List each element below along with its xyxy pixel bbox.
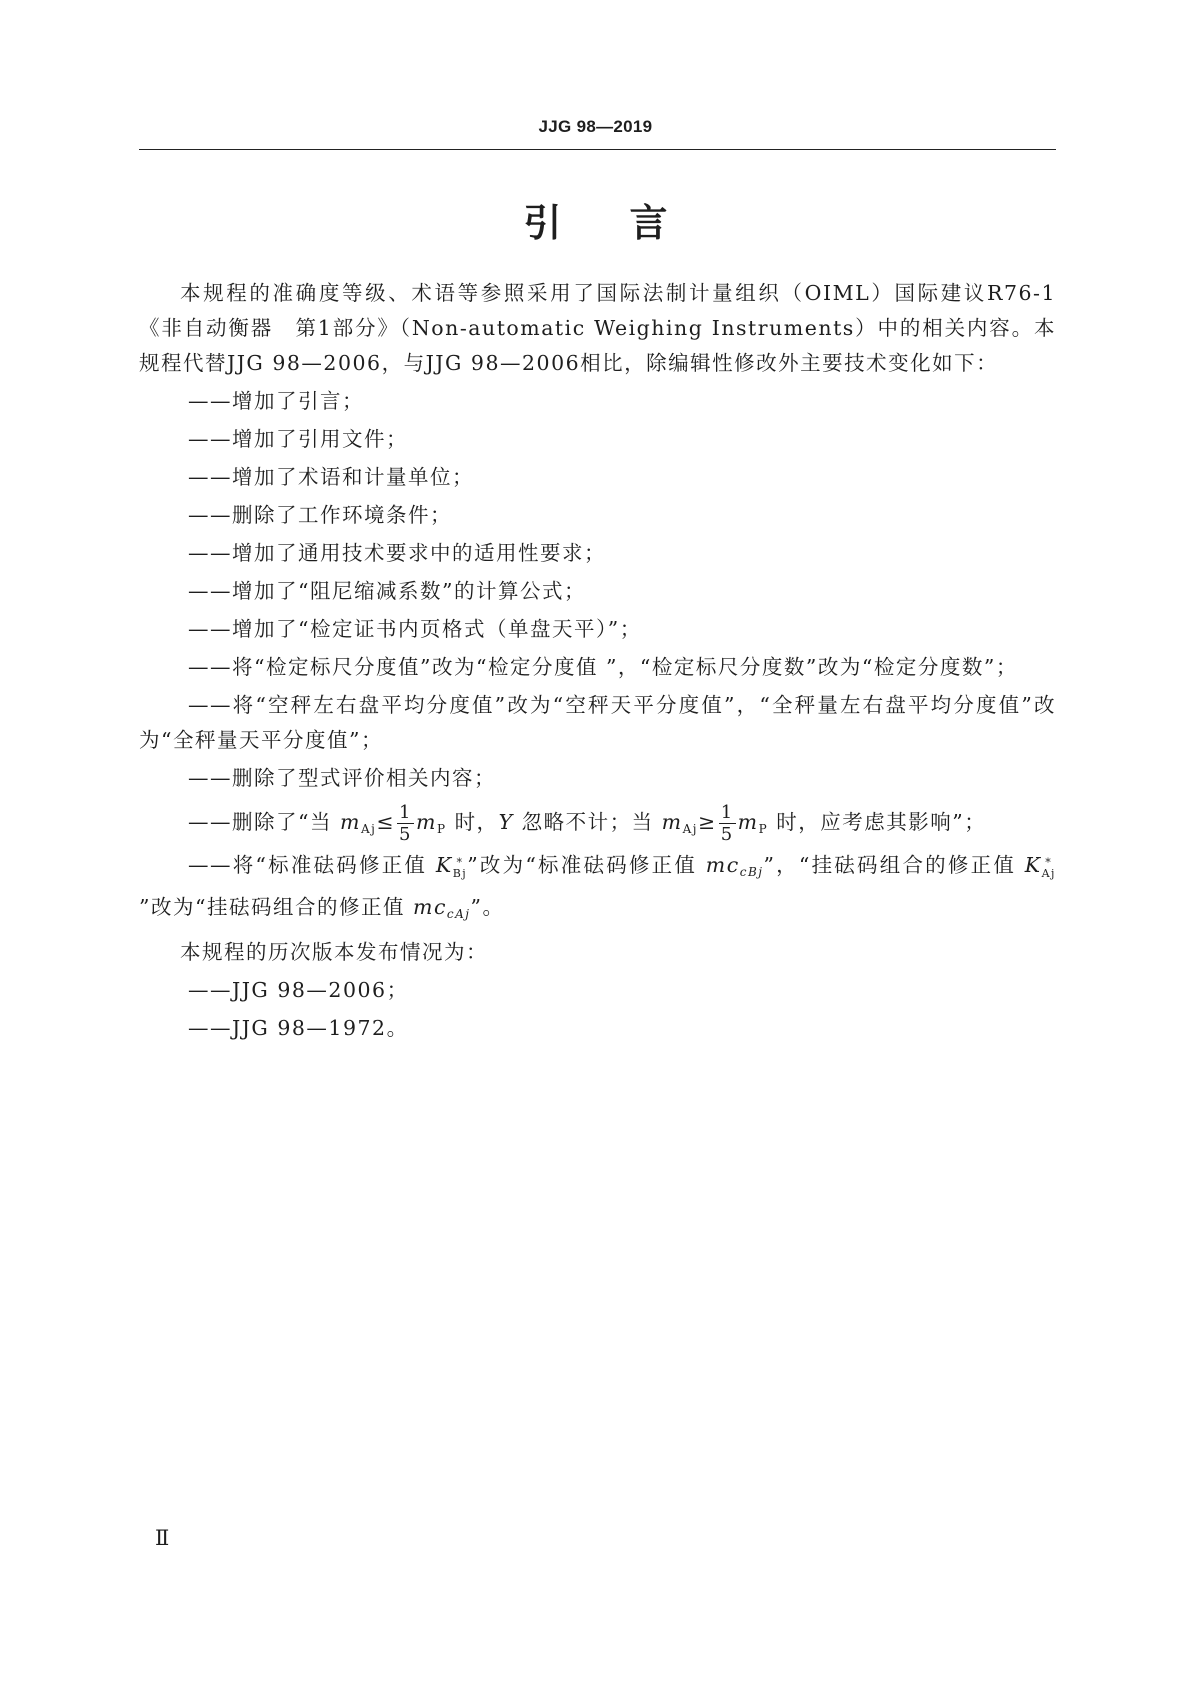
history-heading: 本规程的历次版本发布情况为： bbox=[180, 940, 488, 964]
change-item: ——增加了“阻尼缩减系数”的计算公式； bbox=[188, 579, 586, 603]
intro-body bbox=[139, 276, 1056, 1046]
formula-text: 时， bbox=[454, 810, 499, 834]
formula-superscript-subscript bbox=[453, 857, 468, 879]
formula-subscript: Aj bbox=[1041, 867, 1056, 880]
formula-subscript: cAj bbox=[446, 907, 471, 921]
formula-variable-mc: mc bbox=[413, 895, 447, 919]
formula-operator: ≤ bbox=[376, 810, 396, 834]
page-number: Ⅱ bbox=[155, 1526, 170, 1550]
page-title: 引言 bbox=[523, 201, 736, 245]
formula-fraction bbox=[397, 802, 414, 845]
formula-text: ”。 bbox=[470, 895, 505, 919]
formula-subscript: Aj bbox=[682, 822, 699, 836]
header-divider bbox=[139, 149, 1056, 150]
formula-variable-k: K bbox=[435, 853, 453, 877]
change-item: ——将“空秤左右盘平均分度值”改为“空秤天平分度值”，“全秤量左右盘平均分度值”改为“全秤量天平分度值”； bbox=[139, 693, 1056, 752]
formula-text: ”改为“挂砝码组合的修正值 bbox=[139, 895, 405, 919]
fraction-denominator: 5 bbox=[720, 824, 734, 845]
history-item: ——JJG 98—2006； bbox=[188, 978, 409, 1002]
formula-variable-m: m bbox=[661, 810, 683, 834]
formula-fraction bbox=[719, 802, 736, 845]
formula-superscript-subscript bbox=[1042, 857, 1056, 879]
formula-subscript: P bbox=[436, 822, 447, 836]
formula-text: 时，应考虑其影响”； bbox=[776, 810, 987, 834]
change-item: ——删除了工作环境条件； bbox=[188, 503, 452, 527]
fraction-numerator: 1 bbox=[720, 802, 734, 823]
fraction-denominator: 5 bbox=[399, 824, 412, 845]
superscript-star: * bbox=[456, 856, 464, 869]
change-item: ——增加了引用文件； bbox=[188, 427, 408, 451]
change-item: ——增加了术语和计量单位； bbox=[188, 465, 474, 489]
formula-subscript: cBj bbox=[739, 865, 764, 879]
change-item: ——删除了型式评价相关内容； bbox=[188, 766, 496, 790]
formula-variable-y: Y bbox=[498, 810, 514, 834]
formula-text: ——删除了“当 bbox=[188, 810, 332, 834]
formula-text: ”，“挂砝码组合的修正值 bbox=[763, 853, 1017, 877]
change-item: ——将“检定标尺分度值”改为“检定分度值 ”，“检定标尺分度数”改为“检定分度数”； bbox=[188, 655, 1018, 679]
change-item-formula bbox=[139, 796, 1056, 848]
formula-text: ——将“标准砝码修正值 bbox=[188, 853, 428, 877]
fraction-numerator: 1 bbox=[399, 802, 412, 823]
formula-variable-mc: mc bbox=[705, 853, 740, 877]
history-item: ——JJG 98—1972。 bbox=[188, 1016, 409, 1040]
formula-text: 忽略不计；当 bbox=[521, 810, 654, 834]
formula-variable-m: m bbox=[416, 810, 437, 834]
change-item: ——增加了通用技术要求中的适用性要求； bbox=[188, 541, 606, 565]
intro-paragraph: 本规程的准确度等级、术语等参照采用了国际法制计量组织（OIML）国际建议R76-1《非自动衡器 第1部分》（Non-automatic Weighing Instruments）中的相关内容。本规程代替JJG 98—2006，与JJG 98—2006相比，除编辑性修改外主要技术变化如下： bbox=[139, 281, 1056, 375]
formula-variable-m: m bbox=[737, 810, 759, 834]
formula-subscript: P bbox=[758, 822, 769, 836]
standard-code-header: JJG 98—2019 bbox=[538, 117, 653, 136]
formula-variable-k: K bbox=[1024, 853, 1042, 877]
formula-text: ”改为“标准砝码修正值 bbox=[467, 853, 698, 877]
change-item: ——增加了引言； bbox=[188, 389, 364, 413]
formula-operator: ≥ bbox=[698, 810, 717, 834]
change-item-mass-correction bbox=[139, 848, 1056, 932]
formula-variable-m: m bbox=[340, 810, 361, 834]
formula-subscript: Bj bbox=[452, 867, 468, 880]
change-item: ——增加了“检定证书内页格式（单盘天平）”； bbox=[188, 617, 642, 641]
formula-subscript: Aj bbox=[360, 822, 377, 836]
superscript-star: * bbox=[1045, 856, 1053, 869]
